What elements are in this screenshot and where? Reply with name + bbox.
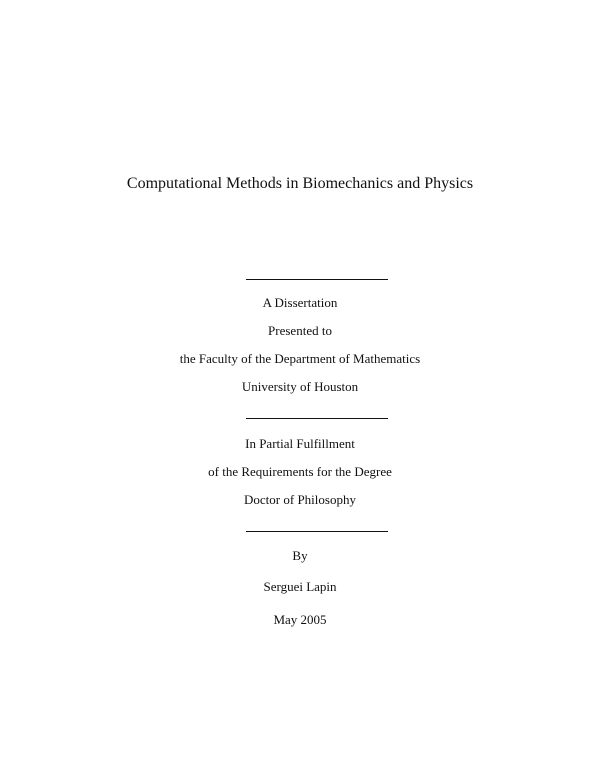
partial-fulfillment-label: In Partial Fulfillment [245,436,355,451]
submission-date: May 2005 [273,612,327,627]
middle-divider [246,418,388,419]
dissertation-title: Computational Methods in Biomechanics and Physics [126,175,474,192]
dissertation-label: A Dissertation [262,295,338,310]
university-label: University of Houston [241,379,359,394]
degree-requirements-label: of the Requirements for the Degree [208,464,392,479]
by-label: By [292,548,308,563]
bottom-divider [246,531,388,532]
faculty-label: the Faculty of the Department of Mathematics [179,351,421,366]
author-name: Serguei Lapin [263,579,337,594]
top-divider [246,279,388,280]
presented-to-label: Presented to [268,323,332,338]
degree-name: Doctor of Philosophy [244,492,356,507]
